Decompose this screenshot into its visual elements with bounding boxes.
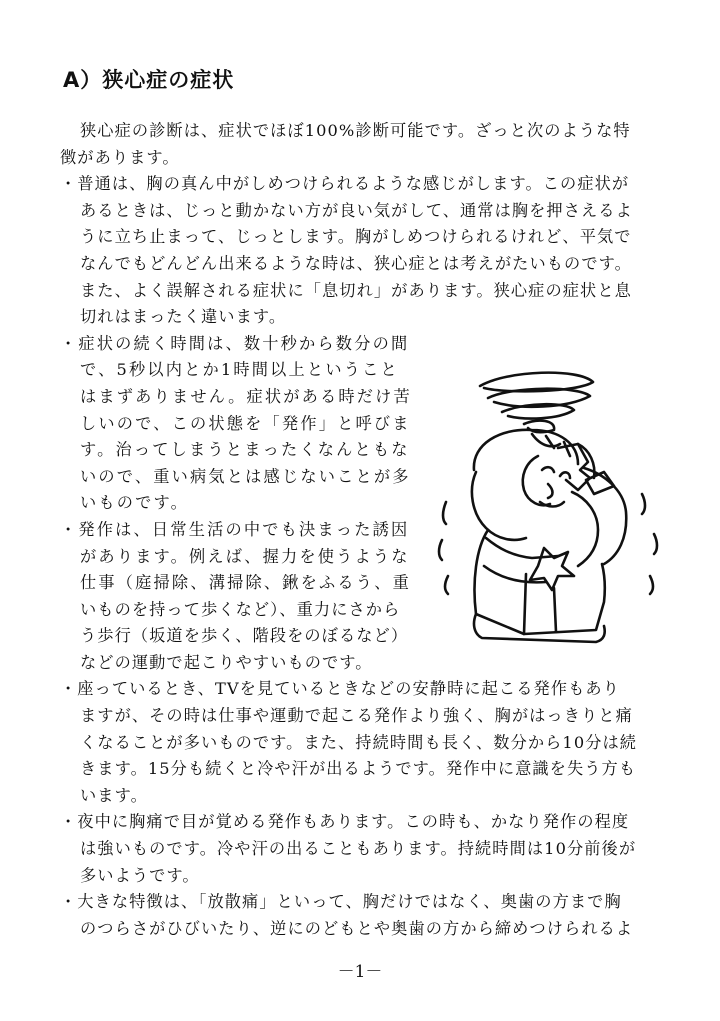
paragraph-line: 仕事（庭掃除、溝掃除、鍬をふるう、重 (80, 573, 411, 593)
paragraph-line: で、5秒以内とか1時間以上ということ (80, 360, 399, 380)
paragraph-line: うに立ち止まって、じっとします。胸がしめつけられるけれど、平気で (80, 227, 632, 247)
paragraph-line: 多いようです。 (80, 865, 200, 885)
bullet-line: ・座っているとき、TVを見ているときなどの安静時に起こる発作もあり (60, 679, 620, 699)
page-number: －1－ (337, 962, 383, 982)
paragraph-line: 狭心症の診断は、症状でほぼ100%診断可能です。ざっと次のような特 (80, 121, 631, 140)
paragraph-line: きます。15分も続くと冷や汗が出るようです。発作中に意識を失う方も (80, 759, 637, 779)
paragraph-line: いものを持って歩くなど）、重力にさから (80, 599, 401, 619)
paragraph-line: があります。例えば、握力を使うような (80, 546, 410, 566)
bullet-line: ・大きな特徴は、「放散痛」といって、胸だけではなく、奥歯の方まで胸 (60, 892, 622, 912)
bullet-line: ・普通は、胸の真ん中がしめつけられるような感じがします。この症状が (60, 174, 630, 194)
paragraph-line: ますが、その時は仕事や運動で起こる発作より強く、胸がはっきりと痛 (80, 706, 633, 726)
bullet-line: ・発作は、日常生活の中でも決まった誘因 (60, 519, 410, 539)
paragraph-line: くなることが多いものです。また、持続時間も長く、数分から10分は続 (80, 732, 638, 752)
paragraph-line: います。 (80, 785, 148, 805)
paragraph-line: などの運動で起こりやすいものです。 (80, 652, 373, 672)
paragraph-line: また、よく誤解される症状に「息切れ」があります。狭心症の症状と息 (80, 280, 632, 300)
paragraph-line: 徴があります。 (60, 147, 180, 167)
paragraph-line: す。治ってしまうとまったくなんともな (80, 440, 410, 460)
paragraph-line: う歩行（坂道を歩く、階段をのぼるなど） (80, 626, 409, 646)
paragraph-line: なんでもどんどん出来るような時は、狭心症とは考えがたいものです。 (80, 253, 632, 273)
chest-pain-illustration (428, 352, 668, 652)
paragraph-line: いものです。 (80, 493, 190, 513)
bullet-line: ・症状の続く時間は、数十秒から数分の間 (60, 333, 410, 353)
paragraph-line: はまずありません。症状がある時だけ苦 (80, 386, 412, 406)
section-title: A）狭心症の症状 (63, 68, 235, 92)
paragraph-line: は強いものです。冷や汗の出ることもあります。持続時間は10分前後が (80, 839, 637, 859)
paragraph-line: 切れはまったく違います。 (80, 307, 287, 327)
bullet-line: ・夜中に胸痛で目が覚める発作もあります。この時も、かなり発作の程度 (60, 812, 630, 832)
paragraph-line: しいので、この状態を「発作」と呼びま (80, 413, 411, 433)
paragraph-line: あるときは、じっと動かない方が良い気がして、通常は胸を押さえるよ (80, 200, 633, 220)
paragraph-line: のつらさがひびいたり、逆にのどもとや奥歯の方から締めつけられるよ (80, 918, 634, 938)
paragraph-line: いので、重い病気とは感じないことが多 (80, 466, 411, 486)
